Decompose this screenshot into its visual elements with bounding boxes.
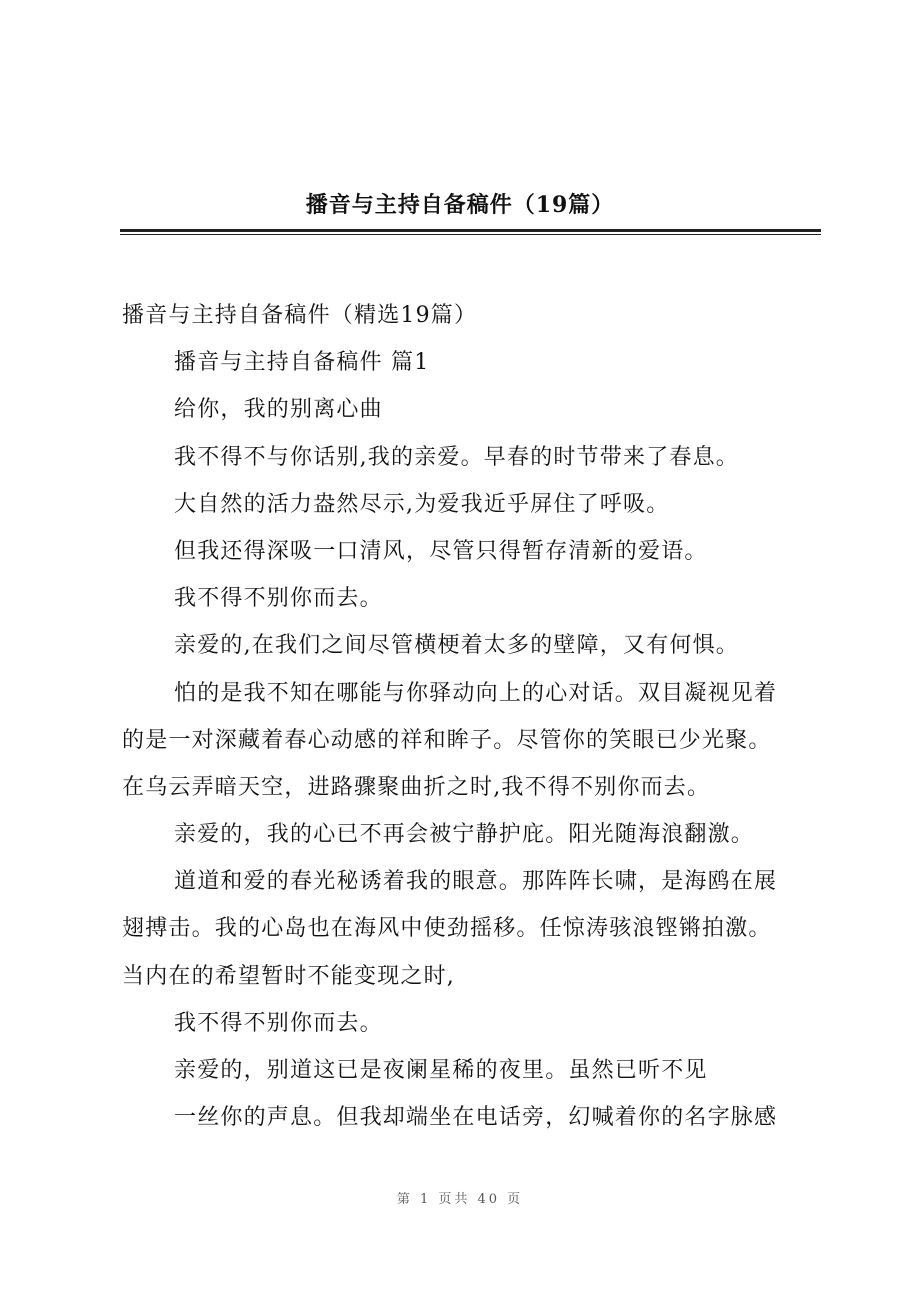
document-body bbox=[122, 292, 822, 1141]
document-title: 播音与主持自备稿件（19篇） bbox=[305, 192, 615, 218]
paragraph-lines bbox=[122, 339, 822, 1141]
text-line: 亲爱的，别道这已是夜阑星稀的夜里。虽然已听不见 bbox=[174, 1058, 708, 1083]
text-line: 道道和爱的春光秘诱着我的眼意。那阵阵长啸，是海鸥在展 bbox=[174, 869, 778, 895]
text-line: 给你，我的别离心曲 bbox=[174, 397, 383, 423]
text-line: 怕的是我不知在哪能与你驿动向上的心对话。双目凝视见着 bbox=[174, 680, 778, 706]
title-rule-thick bbox=[120, 229, 821, 232]
title-rule-thin bbox=[120, 234, 821, 235]
text-line: 亲爱的,在我们之间尽管横梗着太多的壁障，又有何惧。 bbox=[174, 633, 739, 659]
text-line: 在乌云弄暗天空，进路骤聚曲折之时,我不得不别你而去。 bbox=[122, 774, 711, 800]
text-line: 我不得不与你话别,我的亲爱。早春的时节带来了春息。 bbox=[174, 444, 739, 470]
text-line: 但我还得深吸一口清风，尽管只得暂存清新的爱语。 bbox=[174, 538, 708, 564]
document-subtitle: 播音与主持自备稿件（精选19篇） bbox=[122, 303, 478, 328]
page-footer: 第 1 页共 40 页 bbox=[396, 1192, 524, 1207]
text-line: 我不得不别你而去。 bbox=[174, 1010, 383, 1036]
text-line: 大自然的活力盎然尽示,为爱我近乎屏住了呼吸。 bbox=[174, 491, 670, 517]
text-line: 当内在的希望暂时不能变现之时, bbox=[122, 963, 455, 989]
text-line: 一丝你的声息。但我却端坐在电话旁，幻喊着你的名字脉感 bbox=[174, 1105, 778, 1131]
text-line: 亲爱的，我的心已不再会被宁静护庇。阳光随海浪翻激。 bbox=[174, 822, 755, 848]
text-line: 我不得不别你而去。 bbox=[174, 586, 383, 612]
text-line: 翅搏击。我的心岛也在海风中使劲摇移。任惊涛骇浪铿锵拍激。 bbox=[122, 916, 772, 942]
text-line: 的是一对深藏着春心动感的祥和眸子。尽管你的笑眼已少光聚。 bbox=[122, 727, 772, 753]
text-line: 播音与主持自备稿件 篇1 bbox=[174, 350, 430, 376]
